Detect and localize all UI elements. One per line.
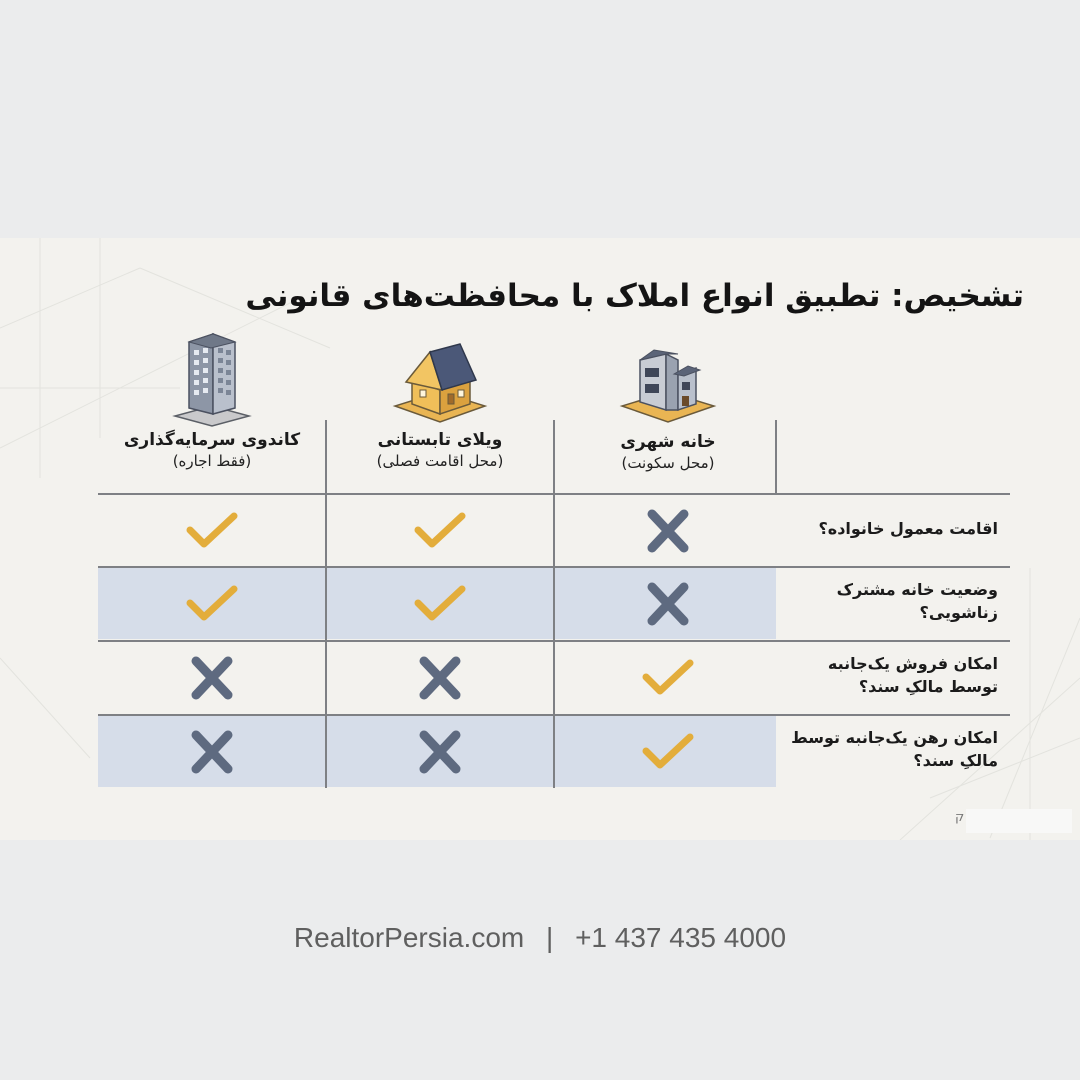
column-label: خانه شهری	[620, 432, 716, 452]
table-column-divider	[775, 420, 777, 493]
cross-icon	[640, 508, 696, 554]
footer	[0, 922, 1080, 954]
footer-website[interactable]: RealtorPersia.com	[293, 922, 525, 953]
footer-separator: |	[546, 922, 554, 953]
table-cell	[554, 642, 782, 714]
table-cell	[98, 495, 326, 567]
check-icon	[412, 581, 468, 627]
column-header-condo	[98, 328, 326, 470]
column-label: ویلای تابستانی	[377, 430, 503, 450]
table-cell	[326, 568, 554, 640]
check-icon	[184, 508, 240, 554]
column-sublabel: (محل اقامت فصلی)	[376, 452, 504, 470]
cross-icon	[184, 729, 240, 775]
row-label: امکان فروش یک‌جانبه توسط مالکِ سند؟	[827, 654, 998, 697]
table-cell	[326, 642, 554, 714]
cross-icon	[640, 581, 696, 627]
row-label: وضعیت خانه مشترک زناشویی؟	[836, 580, 998, 623]
column-label: کاندوی سرمایه‌گذاری	[123, 430, 301, 450]
table-cell	[554, 568, 782, 640]
slide-title: تشخیص: تطبیق انواع املاک با محافظت‌های قانونی	[245, 278, 1024, 314]
cross-icon	[184, 655, 240, 701]
check-icon	[184, 581, 240, 627]
check-icon	[640, 655, 696, 701]
watermark-glyph: ק	[955, 810, 965, 825]
condo-tower-icon	[167, 328, 257, 428]
footer-phone[interactable]: +1 437 435 4000	[575, 922, 787, 953]
table-cell	[98, 642, 326, 714]
row-label: اقامت معمول خانواده؟	[818, 519, 998, 538]
cottage-icon	[390, 338, 490, 428]
column-sublabel: (فقط اجاره)	[172, 452, 252, 470]
slide	[0, 238, 1080, 840]
table-cell	[98, 568, 326, 640]
table-cell	[554, 495, 782, 567]
townhouse-icon	[618, 340, 718, 430]
check-icon	[412, 508, 468, 554]
table-cell	[554, 716, 782, 788]
column-sublabel: (محل سکونت)	[621, 454, 715, 472]
table-cell	[326, 716, 554, 788]
cross-icon	[412, 655, 468, 701]
column-header-townhouse	[554, 340, 782, 472]
cross-icon	[412, 729, 468, 775]
column-header-cottage	[326, 338, 554, 470]
table-cell	[326, 495, 554, 567]
watermark-box	[966, 809, 1072, 833]
table-cell	[98, 716, 326, 788]
row-label: امکان رهن یک‌جانبه توسط مالکِ سند؟	[791, 728, 998, 771]
check-icon	[640, 729, 696, 775]
